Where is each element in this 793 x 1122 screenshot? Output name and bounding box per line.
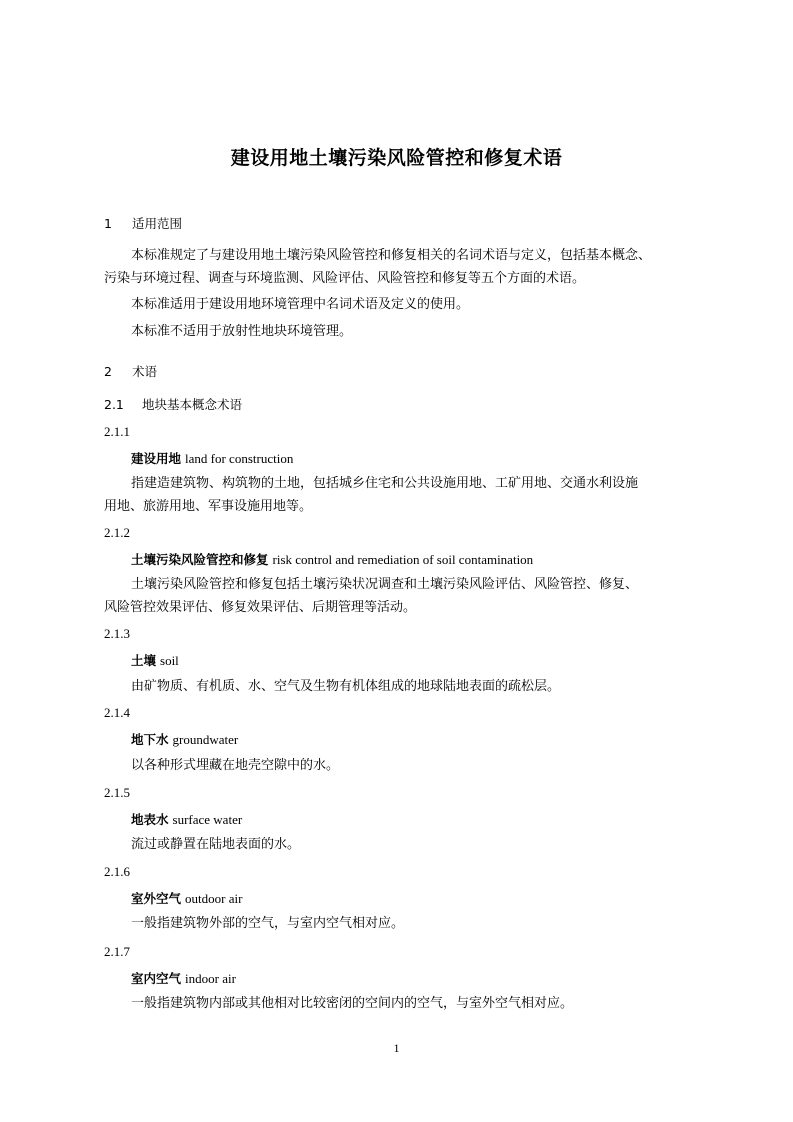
term-chinese: 建设用地: [131, 451, 182, 466]
term-title: [131, 890, 242, 909]
term-english: soil: [160, 653, 179, 668]
scope-paragraph-1-line-1: 本标准规定了与建设用地土壤污染风险管控和修复相关的名词术语与定义，包括基本概念、: [131, 248, 652, 263]
section-number: 1: [104, 216, 112, 231]
term-title: [131, 652, 179, 671]
term-number: 2.1.3: [104, 626, 130, 641]
term-definition-line-2: 风险管控效果评估、修复效果评估、后期管理等活动。: [104, 600, 417, 615]
term-definition-line-1: 土壤污染风险管控和修复包括土壤污染状况调查和土壤污染风险评估、风险管控、修复、: [131, 577, 639, 592]
term-definition: 流过或静置在陆地表面的水。: [131, 837, 301, 852]
term-chinese: 室外空气: [131, 891, 182, 906]
term-definition: 以各种形式埋藏在地壳空隙中的水。: [131, 758, 340, 773]
term-english: land for construction: [185, 451, 294, 466]
term-definition-line-1: 指建造建筑物、构筑物的土地，包括城乡住宅和公共设施用地、工矿用地、交通水利设施: [131, 476, 639, 491]
term-title: [131, 970, 236, 989]
section-heading-scope: [104, 215, 182, 233]
scope-paragraph-2: 本标准适用于建设用地环境管理中名词术语及定义的使用。: [131, 297, 470, 312]
scope-paragraph-3: 本标准不适用于放射性地块环境管理。: [131, 324, 353, 339]
subsection-title: 地块基本概念术语: [142, 397, 243, 412]
subsection-heading: [104, 396, 242, 414]
section-heading-terms: [104, 363, 157, 381]
term-title: [131, 811, 242, 830]
subsection-number: 2.1: [104, 397, 124, 412]
term-english: outdoor air: [185, 891, 243, 906]
term-chinese: 土壤: [131, 653, 157, 668]
page-number: 1: [393, 1041, 400, 1055]
term-english: risk control and remediation of soil contamination: [272, 552, 534, 567]
term-definition-line-2: 用地、旅游用地、军事设施用地等。: [104, 499, 313, 514]
section-title: 适用范围: [132, 216, 183, 231]
term-number: 2.1.4: [104, 705, 130, 720]
term-title: [131, 450, 293, 469]
section-title: 术语: [132, 364, 158, 379]
term-number: 2.1.2: [104, 525, 130, 540]
term-title: [131, 551, 533, 570]
term-number: 2.1.7: [104, 944, 130, 959]
document-title: 建设用地土壤污染风险管控和修复术语: [230, 147, 563, 169]
term-number: 2.1.5: [104, 785, 130, 800]
term-english: indoor air: [185, 971, 236, 986]
section-number: 2: [104, 364, 112, 379]
term-number: 2.1.6: [104, 864, 130, 879]
term-chinese: 土壤污染风险管控和修复: [131, 552, 269, 567]
scope-paragraph-1-line-2: 污染与环境过程、调查与环境监测、风险评估、风险管控和修复等五个方面的术语。: [104, 271, 586, 286]
term-definition: 由矿物质、有机质、水、空气及生物有机体组成的地球陆地表面的疏松层。: [131, 679, 561, 694]
term-english: groundwater: [172, 732, 239, 747]
term-english: surface water: [172, 812, 243, 827]
term-chinese: 地表水: [131, 812, 169, 827]
term-chinese: 室内空气: [131, 971, 182, 986]
term-number: 2.1.1: [104, 424, 130, 439]
term-chinese: 地下水: [131, 732, 169, 747]
term-definition: 一般指建筑物内部或其他相对比较密闭的空间内的空气，与室外空气相对应。: [131, 996, 574, 1011]
term-definition: 一般指建筑物外部的空气，与室内空气相对应。: [131, 916, 405, 931]
term-title: [131, 731, 238, 750]
